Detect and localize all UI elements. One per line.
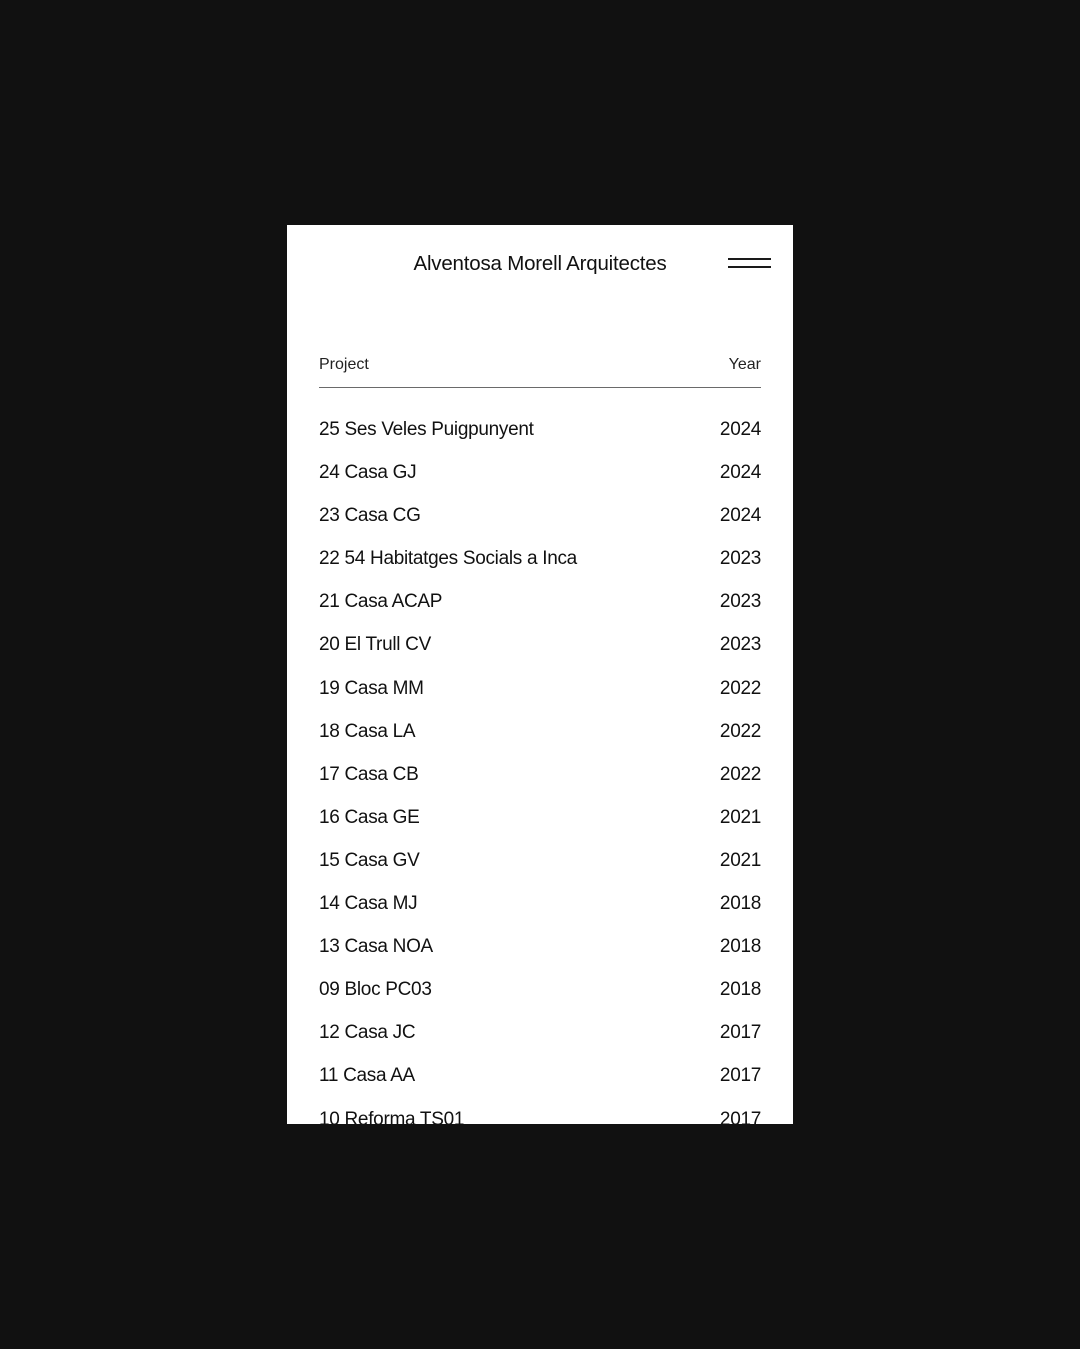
project-year: 2021	[719, 849, 761, 871]
project-name: 18 Casa LA	[319, 720, 416, 742]
project-row[interactable]	[319, 1020, 761, 1063]
site-title[interactable]: Alventosa Morell Arquitectes	[413, 252, 667, 275]
project-year: 2018	[719, 893, 761, 915]
project-row[interactable]	[319, 891, 761, 934]
project-year: 2024	[719, 419, 761, 440]
column-header-year: Year	[728, 356, 761, 373]
project-name: 12 Casa JC	[319, 1022, 416, 1044]
menu-bar-top	[728, 258, 771, 260]
project-year: 2017	[719, 1022, 761, 1044]
project-year: 2023	[719, 591, 761, 613]
project-row[interactable]	[319, 417, 761, 460]
project-year: 2024	[719, 462, 761, 484]
project-row[interactable]	[319, 934, 761, 977]
project-row[interactable]	[319, 1063, 761, 1106]
project-row[interactable]	[319, 719, 761, 762]
project-name: 20 El Trull CV	[319, 634, 431, 656]
project-name: 11 Casa AA	[319, 1065, 415, 1087]
project-year: 2024	[719, 505, 761, 527]
project-row[interactable]	[319, 805, 761, 848]
project-row[interactable]	[319, 762, 761, 805]
project-name: 23 Casa CG	[319, 505, 421, 527]
project-row[interactable]	[319, 503, 761, 546]
project-name: 24 Casa GJ	[319, 462, 417, 484]
project-name: 19 Casa MM	[319, 677, 424, 699]
project-name: 25 Ses Veles Puigpunyent	[319, 419, 534, 440]
project-year: 2018	[719, 936, 761, 958]
project-row[interactable]	[319, 589, 761, 632]
project-name: 15 Casa GV	[319, 849, 420, 871]
project-row[interactable]	[319, 546, 761, 589]
project-name: 09 Bloc PC03	[319, 979, 432, 1001]
project-year: 2022	[719, 763, 761, 785]
phone-screen	[287, 225, 793, 1124]
project-row[interactable]	[319, 460, 761, 503]
project-name: 14 Casa MJ	[319, 893, 418, 915]
project-name: 10 Reforma TS01	[319, 1108, 465, 1124]
project-row[interactable]	[319, 1107, 761, 1125]
project-year: 2018	[719, 979, 761, 1001]
project-list	[319, 417, 761, 1124]
project-name: 22 54 Habitatges Socials a Inca	[319, 548, 577, 570]
project-name: 16 Casa GE	[319, 806, 420, 828]
menu-bar-bottom	[728, 266, 771, 268]
project-row[interactable]	[319, 977, 761, 1020]
project-year: 2021	[719, 806, 761, 828]
project-year: 2017	[719, 1065, 761, 1087]
project-year: 2022	[719, 677, 761, 699]
project-row[interactable]	[319, 676, 761, 719]
project-name: 17 Casa CB	[319, 763, 419, 785]
column-header-project: Project	[319, 356, 369, 373]
project-name: 13 Casa NOA	[319, 936, 433, 958]
table-header	[319, 356, 761, 388]
project-row[interactable]	[319, 848, 761, 891]
project-name: 21 Casa ACAP	[319, 591, 443, 613]
hamburger-menu-icon[interactable]	[727, 255, 773, 275]
project-year: 2023	[719, 548, 761, 570]
project-year: 2023	[719, 634, 761, 656]
project-year: 2017	[719, 1108, 761, 1124]
project-row[interactable]	[319, 632, 761, 675]
project-year: 2022	[719, 720, 761, 742]
